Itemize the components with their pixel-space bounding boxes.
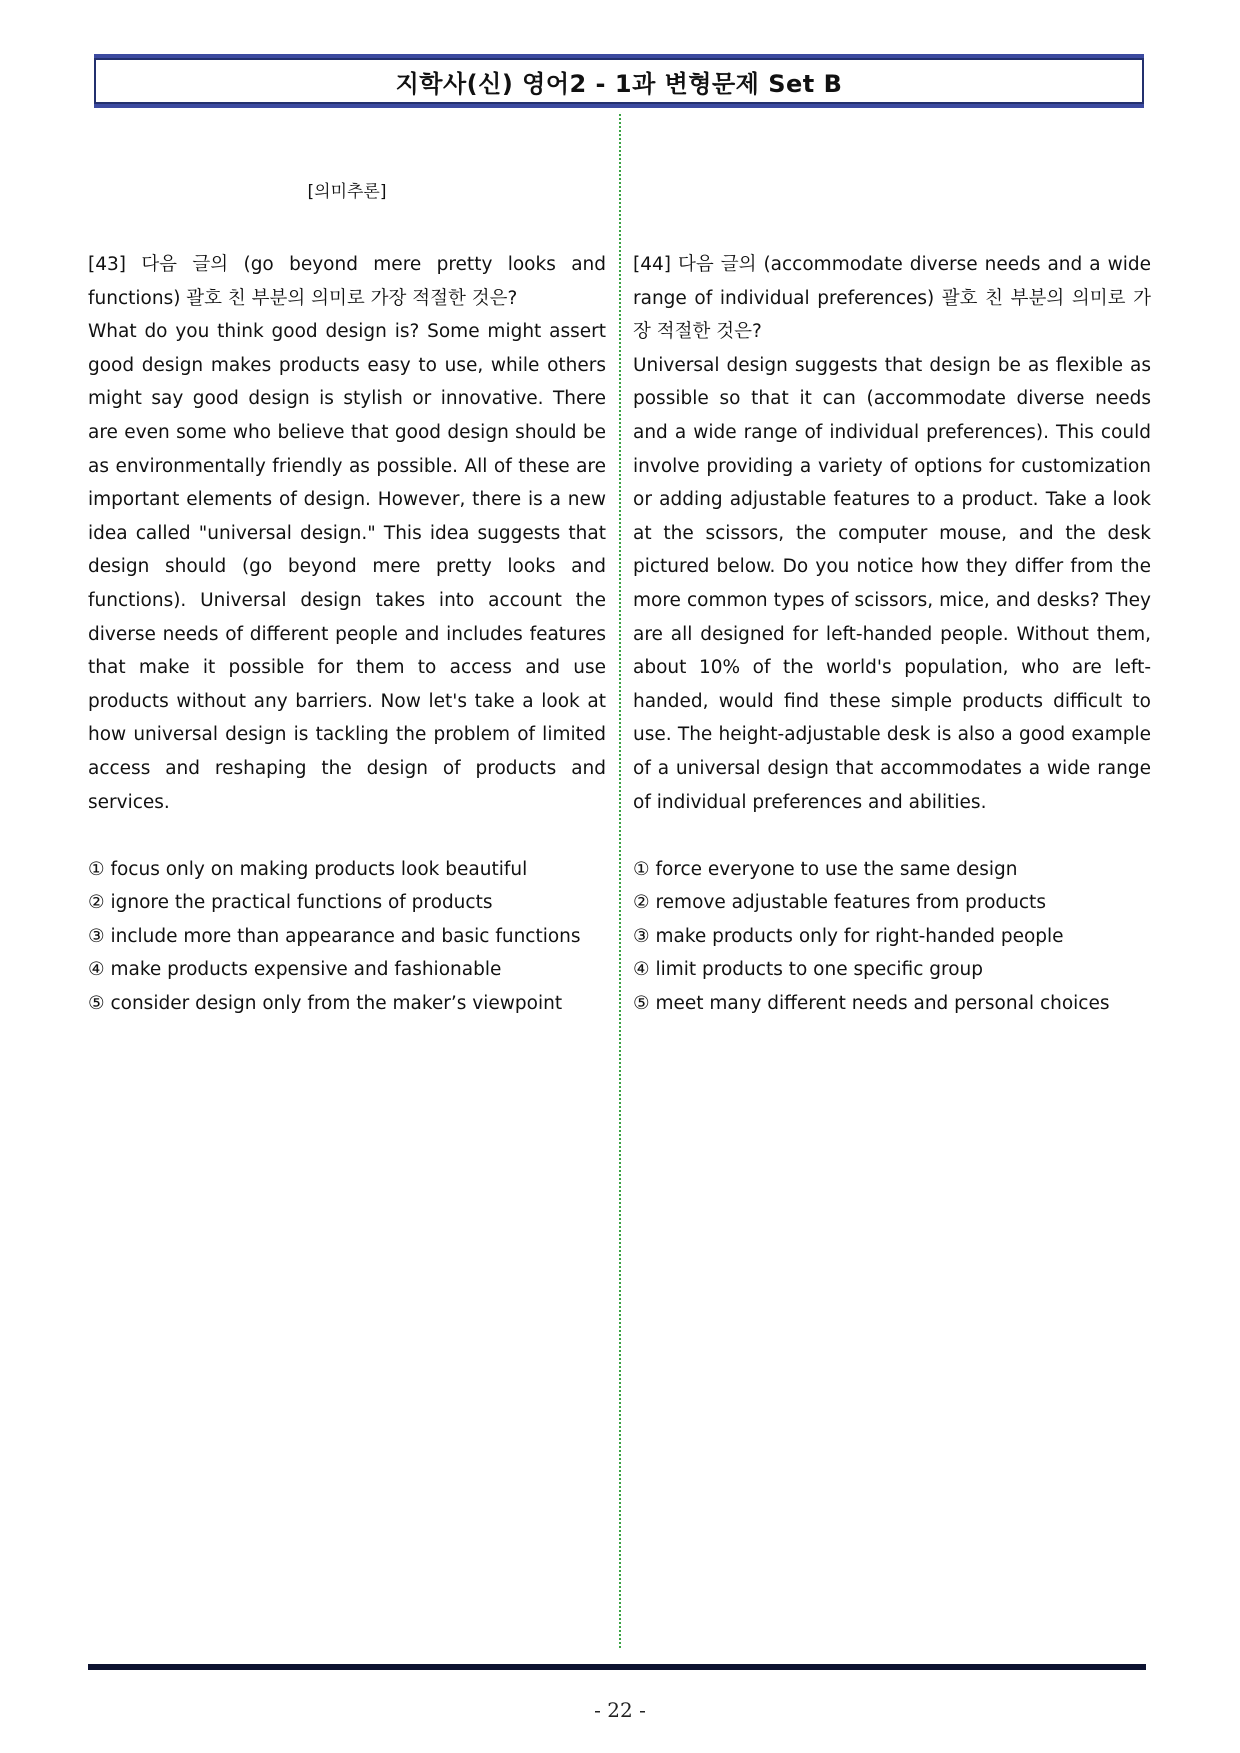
answer-option-1: ① focus only on making products look beautiful	[88, 858, 528, 880]
page-header	[94, 58, 1144, 104]
answer-options	[633, 853, 1151, 1021]
answer-option-1: ① force everyone to use the same design	[633, 858, 1018, 880]
answer-option-3: ③ make products only for right-handed people	[633, 925, 1064, 947]
page-title: 지학사(신) 영어2 - 1과 변형문제 Set B	[395, 69, 843, 98]
answer-option-4: ④ limit products to one specific group	[633, 959, 983, 981]
answer-options	[88, 853, 606, 1021]
column-divider	[619, 114, 621, 1648]
page-number: - 22 -	[594, 1698, 646, 1722]
answer-option-3: ③ include more than appearance and basic functions	[88, 925, 581, 947]
footer-rule	[88, 1664, 1146, 1670]
answer-option-5: ⑤ meet many different needs and personal choices	[633, 993, 1110, 1015]
answer-option-2: ② remove adjustable features from products	[633, 892, 1046, 914]
section-label: [의미추론]	[307, 182, 387, 202]
question-44	[633, 248, 1151, 1021]
question-passage: Universal design suggests that design be as flexible as possible so that it can (accommodate diverse needs and a wide range of individual preferences). This could involve providing a variety of options for customization or adding adjustable features to a product. Take a look at the scissors, the computer mouse, and the desk pictured below. Do you notice how they differ from the more common types of scissors, mice, and desks? They are all designed for left-handed people. Without them, about 10% of the world's population, who are left-handed, would find these simple products difficult to use. The height-adjustable desk is also a good example of a universal design that accommodates a wide range of individual preferences and abilities.	[633, 354, 1151, 813]
question-passage: What do you think good design is? Some might assert good design makes products easy to use, while others might say good design is stylish or innovative. There are even some who believe that good design should be as environmentally friendly as possible. All of these are important elements of design. However, there is a new idea called "universal design." This idea suggests that design should (go beyond mere pretty looks and functions). Universal design takes into account the diverse needs of different people and includes features that make it possible for them to access and use products without any barriers. Now let's take a look at how universal design is tackling the problem of limited access and reshaping the design of products and services.	[88, 321, 606, 813]
question-43	[88, 248, 606, 1021]
question-prompt: [44] 다음 글의 (accommodate diverse needs and a wide range of individual preferences) 괄호 친 부분의 의미로 가장 적절한 것은?	[633, 254, 1151, 343]
answer-option-2: ② ignore the practical functions of products	[88, 892, 493, 914]
answer-option-4: ④ make products expensive and fashionable	[88, 959, 502, 981]
answer-option-5: ⑤ consider design only from the maker’s viewpoint	[88, 993, 563, 1015]
question-prompt: [43] 다음 글의 (go beyond mere pretty looks and functions) 괄호 친 부분의 의미로 가장 적절한 것은?	[88, 254, 606, 309]
